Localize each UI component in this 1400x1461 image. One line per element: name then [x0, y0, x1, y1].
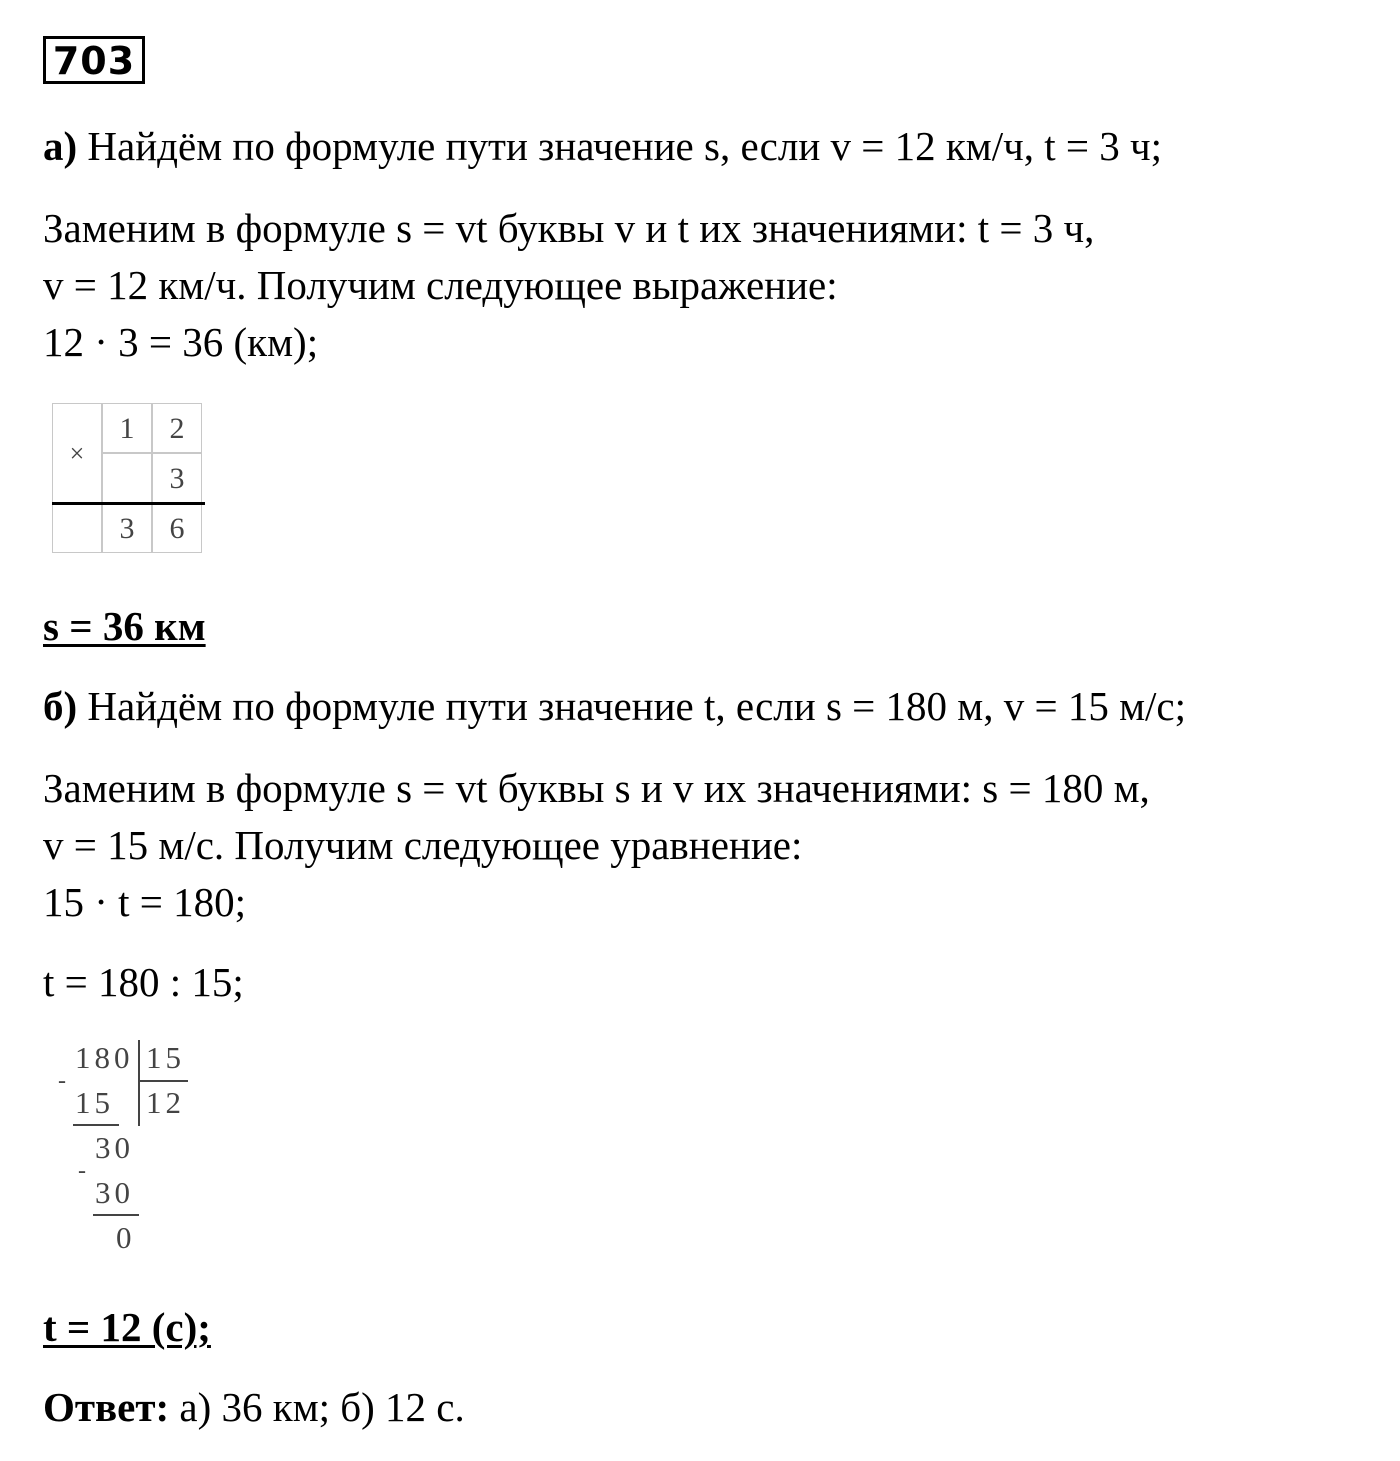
- part-b-label: б): [43, 683, 78, 729]
- part-b-line1: Заменим в формуле s = vt буквы s и v их значениями: s = 180 м,: [43, 765, 1150, 811]
- multiplication-grid: [52, 403, 205, 553]
- mult-result-digit: 6: [152, 503, 202, 553]
- mult-sign: ×: [52, 403, 102, 503]
- part-a-result-text: s = 36 км: [43, 603, 206, 649]
- division-line-2: [93, 1214, 139, 1216]
- division-vertical-line: [138, 1040, 140, 1126]
- mult-row2-digit: [102, 453, 152, 503]
- task-number: 703: [43, 36, 145, 84]
- part-a-intro-text: Найдём по формуле пути значение s, если v = 12 км/ч, t = 3 ч;: [77, 123, 1163, 169]
- division-remainder-2: 0: [116, 1220, 136, 1255]
- mult-row2-digit: 3: [152, 453, 202, 503]
- mult-row1-digit: 2: [152, 403, 202, 453]
- mult-result-digit: 3: [102, 503, 152, 553]
- division-divisor-line: [138, 1080, 188, 1082]
- part-b-result-text: t = 12 (с);: [43, 1304, 211, 1350]
- part-a-line2: v = 12 км/ч. Получим следующее выражение:: [43, 262, 838, 308]
- part-b-line2: v = 15 м/с. Получим следующее уравнение:: [43, 822, 803, 868]
- part-a-line1: Заменим в формуле s = vt буквы v и t их значениями: t = 3 ч,: [43, 205, 1095, 251]
- division-line-1: [73, 1124, 119, 1126]
- part-b-intro-text: Найдём по формуле пути значение t, если s = 180 м, v = 15 м/с;: [77, 683, 1187, 729]
- part-b-result: [43, 1303, 211, 1351]
- division-quotient: 12: [146, 1085, 185, 1120]
- answer-label: Ответ:: [43, 1384, 170, 1430]
- division-subtrahend-2: 30: [95, 1175, 134, 1210]
- mult-result-cell: [52, 503, 102, 553]
- mult-underline: [52, 502, 205, 505]
- answer: [43, 1383, 465, 1431]
- division-divisor: 15: [146, 1040, 185, 1075]
- part-a-label: а): [43, 123, 78, 169]
- answer-text: а) 36 км; б) 12 с.: [169, 1384, 465, 1430]
- part-a-line3: 12 · 3 = 36 (км);: [43, 319, 319, 365]
- division-minus-2: -: [78, 1158, 90, 1184]
- part-b-intro: [43, 682, 1186, 730]
- division-subtrahend-1: 15: [75, 1085, 114, 1120]
- mult-row1-digit: 1: [102, 403, 152, 453]
- part-a-intro: [43, 122, 1162, 170]
- division-remainder-1: 30: [95, 1130, 134, 1165]
- division-minus-1: -: [58, 1068, 70, 1094]
- part-b-line3: 15 · t = 180;: [43, 879, 247, 925]
- division-dividend: 180: [75, 1040, 134, 1075]
- part-a-result: [43, 602, 206, 650]
- part-b-line4: t = 180 : 15;: [43, 959, 244, 1005]
